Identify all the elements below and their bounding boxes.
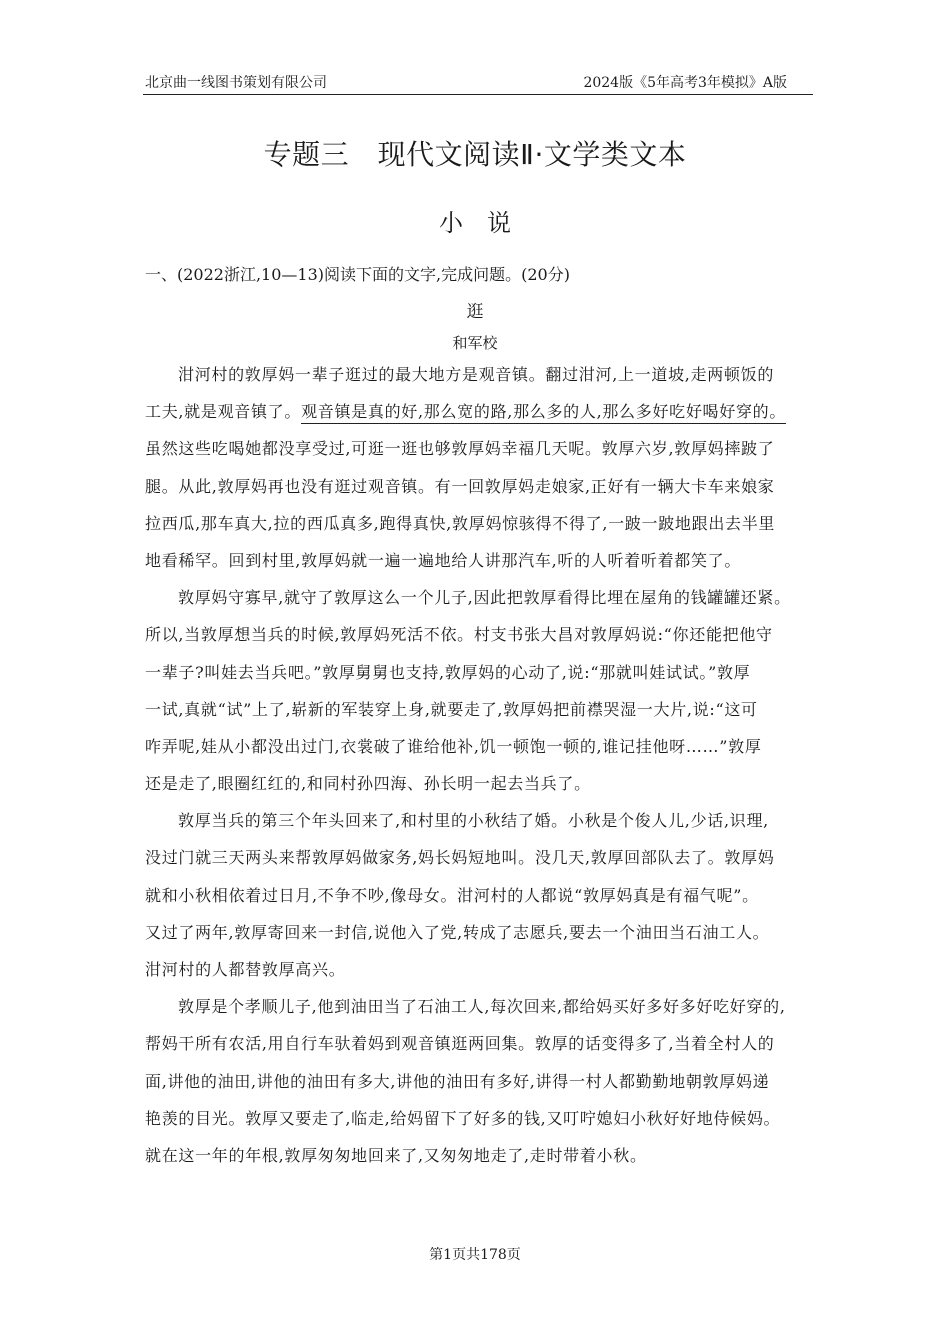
text-line: 咋弄呢,娃从小都没出过门,衣裳破了谁给他补,饥一顿饱一顿的,谁记挂他呀……”敦厚 [145, 737, 762, 756]
text-line: 所以,当敦厚想当兵的时候,敦厚妈死活不依。村支书张大昌对敦厚妈说:“你还能把他守 [145, 625, 773, 644]
page-header [143, 72, 813, 95]
text-line: 帮妈干所有农活,用自行车驮着妈到观音镇逛两回集。敦厚的话变得多了,当着全村人的 [145, 1034, 775, 1053]
book-edition: 2024版《5年高考3年模拟》A版 [583, 75, 787, 91]
text-line: 艳羡的目光。敦厚又要走了,临走,给妈留下了好多的钱,又叮咛媳妇小秋好好地侍候妈。 [145, 1109, 781, 1128]
text-line: 拉西瓜,那车真大,拉的西瓜真多,跑得真快,敦厚妈惊骇得不得了,一跛一跛地跟出去半里 [145, 514, 776, 533]
text-line: 一辈子?叫娃去当兵吧。”敦厚舅舅也支持,敦厚妈的心动了,说:“那就叫娃试试。”敦厚 [145, 663, 751, 682]
text-line: 虽然这些吃喝她都没享受过,可逛一逛也够敦厚妈幸福几天呢。敦厚六岁,敦厚妈摔跛了 [145, 439, 775, 458]
text-line [145, 400, 786, 424]
text-line: 又过了两年,敦厚寄回来一封信,说他入了党,转成了志愿兵,要去一个油田当石油工人。 [145, 923, 770, 942]
text-line: 泔河村的人都替敦厚高兴。 [145, 960, 346, 979]
text-line: 腿。从此,敦厚妈再也没有逛过观音镇。有一回敦厚妈走娘家,正好有一辆大卡车来娘家 [145, 477, 775, 496]
text-line: 地看稀罕。回到村里,敦厚妈就一遍一遍地给人讲那汽车,听的人听着听着都笑了。 [145, 551, 742, 570]
text-line: 敦厚当兵的第三个年头回来了,和村里的小秋结了婚。小秋是个俊人儿,少话,识理, [178, 811, 769, 830]
text-line: 面,讲他的油田,讲他的油田有多大,讲他的油田有多好,讲得一村人都勤勤地朝敦厚妈递 [145, 1072, 770, 1091]
text-line: 没过门就三天两头来帮敦厚妈做家务,妈长妈短地叫。没几天,敦厚回部队去了。敦厚妈 [145, 848, 775, 867]
question-prompt: 一、(2022浙江,10—13)阅读下面的文字,完成问题。(20分) [145, 265, 570, 284]
text-line: 还是走了,眼圈红红的,和同村孙四海、孙长明一起去当兵了。 [145, 774, 591, 793]
publisher-name: 北京曲一线图书策划有限公司 [145, 75, 327, 91]
page-title: 专题三 现代文阅读Ⅱ·文学类文本 [263, 138, 687, 171]
text-line: 敦厚妈守寡早,就守了敦厚这么一个儿子,因此把敦厚看得比埋在屋角的钱罐罐还紧。 [178, 588, 791, 607]
text-line: 泔河村的敦厚妈一辈子逛过的最大地方是观音镇。翻过泔河,上一道坡,走两顿饭的 [178, 365, 775, 384]
story-title: 逛 [466, 302, 484, 322]
text-line: 一试,真就“试”上了,崭新的军装穿上身,就要走了,敦厚妈把前襟哭湿一大片,说:“这可 [145, 700, 758, 719]
text-line: 就在这一年的年根,敦厚匆匆地回来了,又匆匆地走了,走时带着小秋。 [145, 1146, 647, 1165]
underlined-sentence: 观音镇是真的好,那么宽的路,那么多的人,那么多好吃好喝好穿的。 [301, 402, 786, 424]
story-author: 和军校 [452, 334, 498, 352]
text-line: 就和小秋相依着过日月,不争不吵,像母女。泔河村的人都说“敦厚妈真是有福气呢”。 [145, 886, 759, 905]
page-footer: 第1页共178页 [429, 1247, 521, 1263]
text-segment: 工夫,就是观音镇了。 [145, 402, 302, 421]
section-subtitle: 小说 [439, 209, 535, 237]
text-line: 敦厚是个孝顺儿子,他到油田当了石油工人,每次回来,都给妈买好多好多好吃好穿的, [178, 997, 786, 1016]
